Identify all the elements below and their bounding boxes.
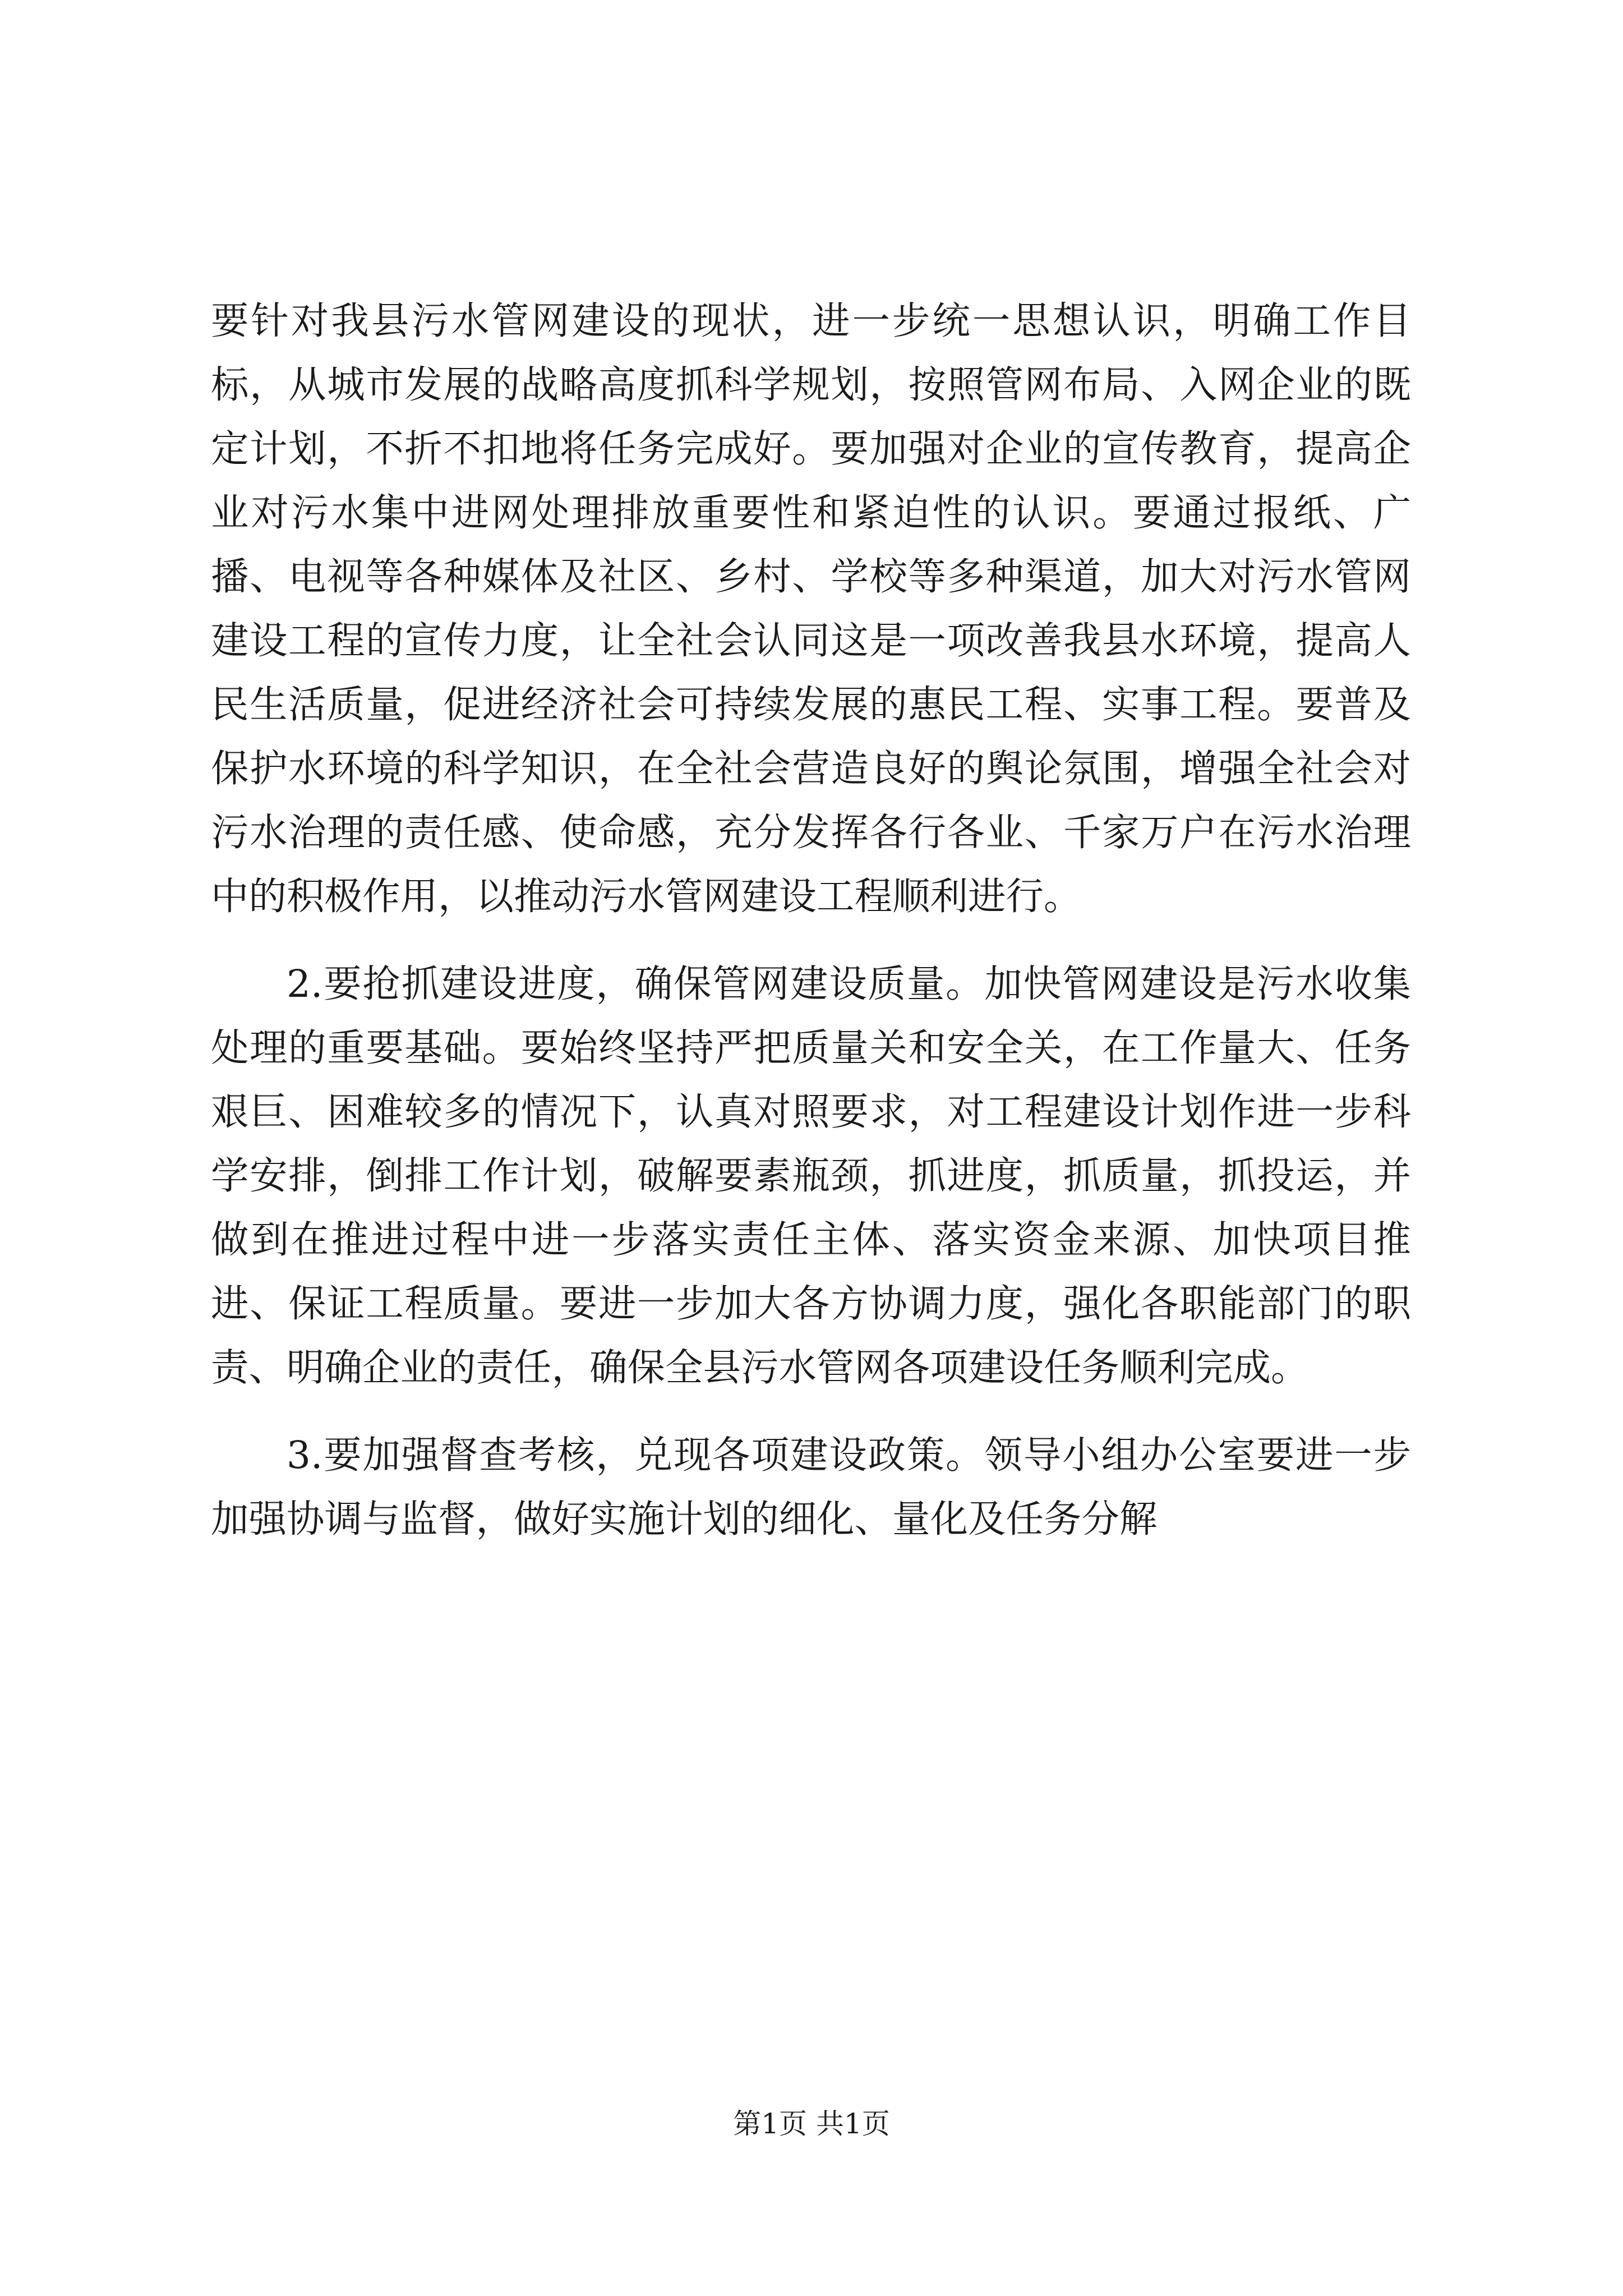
page-footer: 第1页 共1页 bbox=[733, 2108, 890, 2140]
paragraph-2: 2.要抢抓建设进度，确保管网建设质量。加快管网建设是污水收集处理的重要基础。要始终坚持严把质量关和安全关，在工作量大、任务艰巨、困难较多的情况下，认真对照要求，对工程建设计划作进一步科学安排，倒排工作计划，破解要素瓶颈，抓进度，抓质量，抓投运，并做到在推进过程中进一步落实责任主体、落实资金来源、加快项目推进、保证工程质量。要进一步加大各方协调力度，强化各职能部门的职责、明确企业的责任，确保全县污水管网各项建设任务顺利完成。 bbox=[211, 961, 1411, 1389]
document-body bbox=[211, 289, 1411, 1575]
paragraph-1: 要针对我县污水管网建设的现状，进一步统一思想认识，明确工作目标，从城市发展的战略高度抓科学规划，按照管网布局、入网企业的既定计划，不折不扣地将任务完成好。要加强对企业的宣传教育，提高企业对污水集中进网处理排放重要性和紧迫性的认识。要通过报纸、广播、电视等各种媒体及社区、乡村、学校等多种渠道，加大对污水管网建设工程的宣传力度，让全社会认同这是一项改善我县水环境，提高人民生活质量，促进经济社会可持续发展的惠民工程、实事工程。要普及保护水环境的科学知识，在全社会营造良好的舆论氛围，增强全社会对污水治理的责任感、使命感，充分发挥各行各业、千家万户在污水治理中的积极作用，以推动污水管网建设工程顺利进行。 bbox=[211, 298, 1411, 918]
paragraph-3: 3.要加强督查考核，兑现各项建设政策。领导小组办公室要进一步加强协调与监督，做好实施计划的细化、量化及任务分解 bbox=[211, 1433, 1411, 1541]
